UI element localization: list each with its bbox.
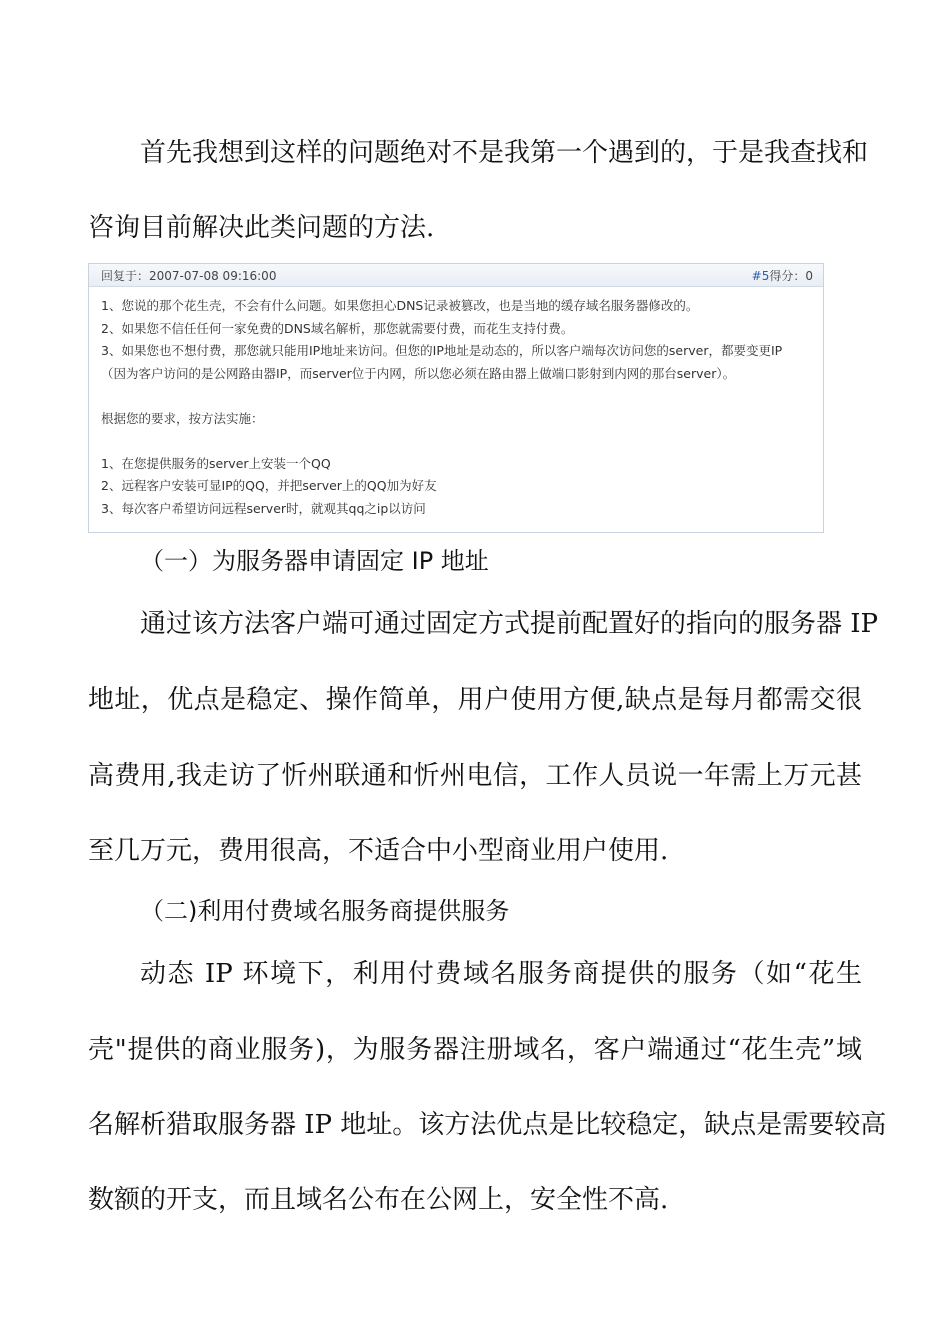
reply-header: [89, 264, 823, 287]
section-1-line: 地址，优点是稳定、操作简单，用户使用方便,缺点是每月都需交很: [88, 685, 862, 715]
reply-line: 1、在您提供服务的server上安装一个QQ: [101, 455, 331, 471]
reply-score: [752, 267, 813, 284]
reply-line: 根据您的要求，按方法实施：: [101, 410, 264, 426]
section-2-heading: （二)利用付费域名服务商提供服务: [140, 897, 510, 925]
intro-line-2: 咨询目前解决此类问题的方法.: [88, 213, 435, 243]
reply-line: （因为客户访问的是公网路由器IP，而server位于内网，所以您必须在路由器上做端口影射到内网的那台server）。: [101, 365, 736, 381]
reply-line: 3、如果您也不想付费，那您就只能用IP地址来访问。但您的IP地址是动态的，所以客户端每次访问您的server，都要变更IP: [101, 343, 783, 358]
section-1-line: 至几万元，费用很高，不适合中小型商业用户使用.: [88, 836, 669, 866]
section-1-line: 通过该方法客户端可通过固定方式提前配置好的指向的服务器 IP: [140, 609, 879, 639]
forum-reply-screenshot: [88, 263, 824, 533]
section-1-line: 高费用,我走访了忻州联通和忻州电信，工作人员说一年需上万元甚: [88, 761, 862, 791]
reply-line: 1、您说的那个花生壳，不会有什么问题。如果您担心DNS记录被篡改，也是当地的缓存域名服务器修改的。: [101, 298, 699, 313]
reply-line: 2、如果您不信任任何一家免费的DNS域名解析，那您就需要付费，而花生支持付费。: [101, 320, 574, 336]
section-2-line: 名解析猎取服务器 IP 地址。该方法优点是比较稳定，缺点是需要较高: [88, 1110, 887, 1140]
section-2-line: 壳"提供的商业服务)，为服务器注册域名，客户端通过“花生壳”域: [88, 1035, 862, 1065]
reply-score-value: 得分：0: [769, 269, 813, 283]
section-2-line: 动态 IP 环境下，利用付费域名服务商提供的服务（如“花生: [140, 959, 862, 989]
reply-line: 3、每次客户希望访问远程server时，就观其qq之ip以访问: [101, 500, 426, 516]
reply-date: 回复于：2007-07-08 09:16:00: [101, 269, 277, 283]
reply-floor-link[interactable]: #5: [751, 269, 770, 283]
section-2-line: 数额的开支，而且域名公布在公网上，安全性不高.: [88, 1185, 669, 1215]
reply-line: 2、远程客户安装可显IP的QQ，并把server上的QQ加为好友: [101, 478, 437, 493]
section-1-heading: （一）为服务器申请固定 IP 地址: [140, 547, 489, 575]
reply-body: [101, 295, 815, 520]
intro-line-1: 首先我想到这样的问题绝对不是我第一个遇到的，于是我查找和: [140, 138, 869, 168]
